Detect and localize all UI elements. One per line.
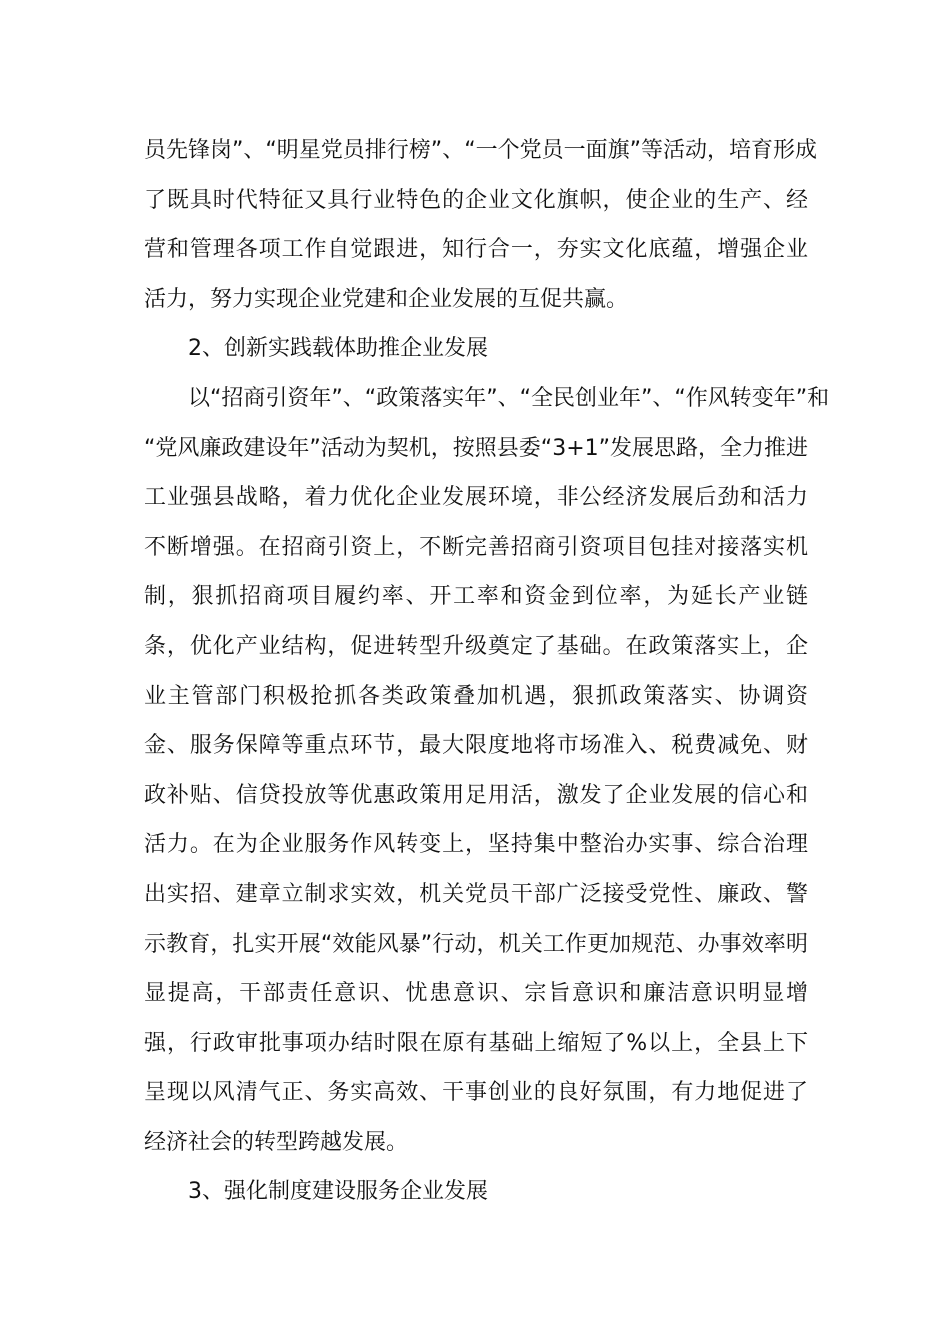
text-line: 经济社会的转型跨越发展。 <box>144 1129 409 1155</box>
text-line: 制，狠抓招商项目履约率、开工率和资金到位率，为延长产业链 <box>144 584 808 610</box>
text-line: 强，行政审批事项办结时限在原有基础上缩短了%以上，全县上下 <box>144 1030 808 1056</box>
text-line: 显提高，干部责任意识、忧患意识、宗旨意识和廉洁意识明显增 <box>144 981 808 1007</box>
text-line: 活力，努力实现企业党建和企业发展的互促共赢。 <box>144 286 629 312</box>
text-line: 示教育，扎实开展“效能风暴”行动，机关工作更加规范、办事效率明 <box>144 931 808 957</box>
text-line: 活力。在为企业服务作风转变上，坚持集中整治办实事、综合治理 <box>144 832 808 858</box>
heading-text: 3、强化制度建设服务企业发展 <box>188 1179 488 1205</box>
text-line: “党风廉政建设年”活动为契机，按照县委“3+1”发展思路，全力推进 <box>144 435 809 461</box>
text-line: 不断增强。在招商引资上，不断完善招商引资项目包挂对接落实机 <box>144 534 808 560</box>
paragraph <box>144 374 830 1168</box>
section-heading <box>144 1167 808 1217</box>
text-line: 以“招商引资年”、“政策落实年”、“全民创业年”、“作风转变年”和 <box>188 385 830 411</box>
heading-text: 2、创新实践载体助推企业发展 <box>188 336 488 362</box>
text-line: 员先锋岗”、“明星党员排行榜”、“一个党员一面旗”等活动，培育形成 <box>144 138 817 163</box>
text-line: 呈现以风清气正、务实高效、干事创业的良好氛围，有力地促进了 <box>144 1080 808 1106</box>
paragraph <box>144 126 817 324</box>
text-line: 业主管部门积极抢抓各类政策叠加机遇，狠抓政策落实、协调资 <box>144 683 808 709</box>
document-body <box>144 126 830 1217</box>
section-heading <box>144 324 808 374</box>
text-line: 金、服务保障等重点环节，最大限度地将市场准入、税费减免、财 <box>144 733 808 759</box>
text-line: 工业强县战略，着力优化企业发展环境，非公经济发展后劲和活力 <box>144 485 808 511</box>
text-line: 条，优化产业结构，促进转型升级奠定了基础。在政策落实上，企 <box>144 633 808 659</box>
text-line: 政补贴、信贷投放等优惠政策用足用活，激发了企业发展的信心和 <box>144 782 808 808</box>
text-line: 营和管理各项工作自觉跟进，知行合一，夯实文化底蕴，增强企业 <box>144 237 808 263</box>
text-line: 出实招、建章立制求实效，机关党员干部广泛接受党性、廉政、警 <box>144 881 808 907</box>
text-line: 了既具时代特征又具行业特色的企业文化旗帜，使企业的生产、经 <box>144 187 808 213</box>
